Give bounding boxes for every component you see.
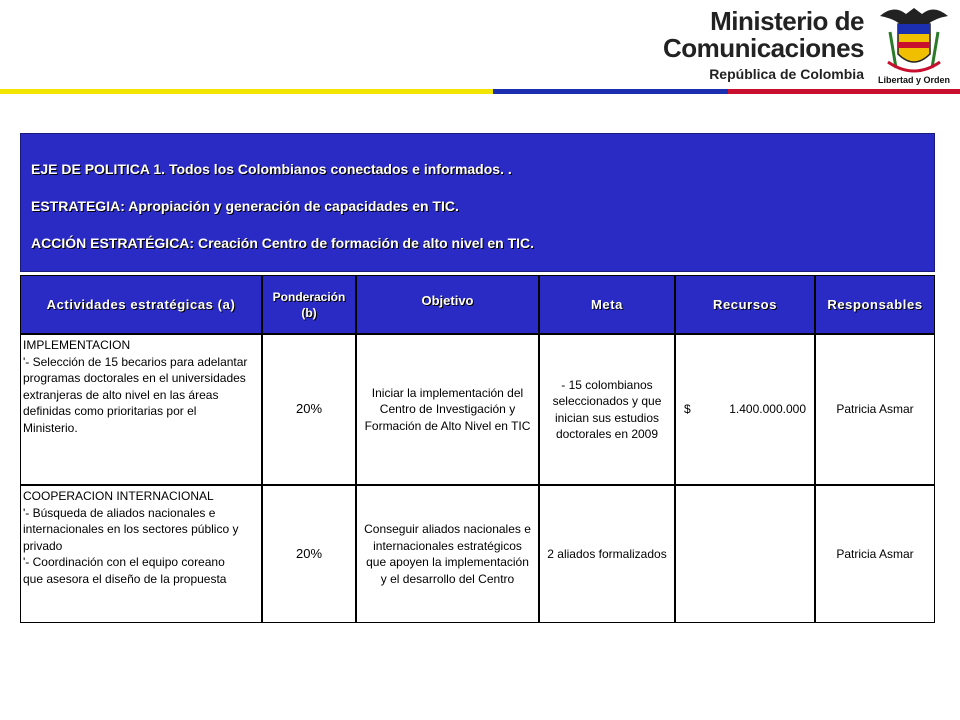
activity-line: programas doctorales en el universidades [23, 371, 246, 385]
activity-line: que asesora el diseño de la propuesta [23, 571, 227, 586]
header-recursos: Recursos [675, 275, 815, 334]
strategic-action: ACCIÓN ESTRATÉGICA: Creación Centro de formación de alto nivel en TIC. [31, 235, 535, 251]
goal-line: inician sus estudios [554, 410, 660, 425]
motto-text: Libertad y Orden [877, 75, 950, 85]
header-objetivo: Objetivo [356, 275, 539, 334]
objective-line: que apoyen la implementación [366, 555, 529, 569]
goal-line: - 15 colombianos [561, 377, 653, 392]
country-subtitle: República de Colombia [709, 66, 864, 82]
table-row-1-actividad [20, 334, 262, 485]
activity-line: '- Selección de 15 becarios para adelantar [23, 354, 248, 369]
table-row-1-ponderacion: 20% [262, 334, 356, 485]
flag-stripe-blue [493, 89, 728, 94]
header-ponderacion-label: Ponderación [272, 289, 346, 304]
objective-line: Formación de Alto Nivel en TIC [364, 418, 531, 433]
activity-line: '- Búsqueda de aliados nacionales e [23, 505, 216, 520]
objective-line: Centro de Investigación y [379, 402, 516, 417]
flag-stripe-yellow [0, 89, 493, 94]
strategy: ESTRATEGIA: Apropiación y generación de capacidades en TIC. [31, 198, 459, 214]
objective-line: Iniciar la implementación del [371, 385, 524, 400]
goal-line: 2 aliados formalizados [547, 546, 667, 561]
activity-line: internacionales en los sectores público y [23, 522, 239, 536]
table-row-1-objetivo [356, 334, 539, 485]
table-row-2-recursos [675, 485, 815, 623]
activity-line: extranjeras de alto nivel en las áreas [23, 387, 219, 402]
activity-line: definidas como prioritarias por el [23, 404, 197, 418]
activity-line: COOPERACION INTERNACIONAL [23, 489, 214, 503]
header-ponderacion-sub: (b) [301, 305, 317, 320]
objective-line: Conseguir aliados nacionales e [364, 522, 531, 536]
goal-line: doctorales en 2009 [555, 427, 659, 441]
table-row-2-actividad [20, 485, 262, 623]
flag-stripe-red [728, 89, 960, 94]
ministry-title-line1: Ministerio de [710, 6, 864, 36]
table-row-2-responsable: Patricia Asmar [815, 485, 935, 623]
header-ponderacion [262, 275, 356, 334]
objective-line: y el desarrollo del Centro [380, 571, 515, 586]
activity-line: '- Coordinación con el equipo coreano [23, 555, 225, 569]
table-row-2-objetivo [356, 485, 539, 623]
table-row-1-responsable: Patricia Asmar [815, 334, 935, 485]
table-row-2-ponderacion: 20% [262, 485, 356, 623]
table-row-1-recursos [675, 334, 815, 485]
resource-amount: 1.400.000.000 [729, 402, 806, 417]
policy-banner [20, 133, 935, 272]
goal-line: seleccionados y que [552, 394, 662, 408]
header-responsables: Responsables [815, 275, 935, 334]
policy-axis: EJE DE POLITICA 1. Todos los Colombianos conectados e informados. . [31, 161, 512, 177]
header-meta: Meta [539, 275, 675, 334]
coat-of-arms-icon [876, 2, 952, 86]
activity-line: IMPLEMENTACION [23, 338, 131, 352]
table-row-2-meta [539, 485, 675, 623]
table-row-1-meta [539, 334, 675, 485]
currency-symbol: $ [684, 402, 691, 417]
ministry-title-line2: Comunicaciones [662, 33, 864, 63]
activity-line: privado [23, 538, 63, 553]
objective-line: internacionales estratégicos [373, 538, 522, 553]
header-actividades: Actividades estratégicas (a) [20, 275, 262, 334]
activity-line: Ministerio. [23, 420, 78, 435]
